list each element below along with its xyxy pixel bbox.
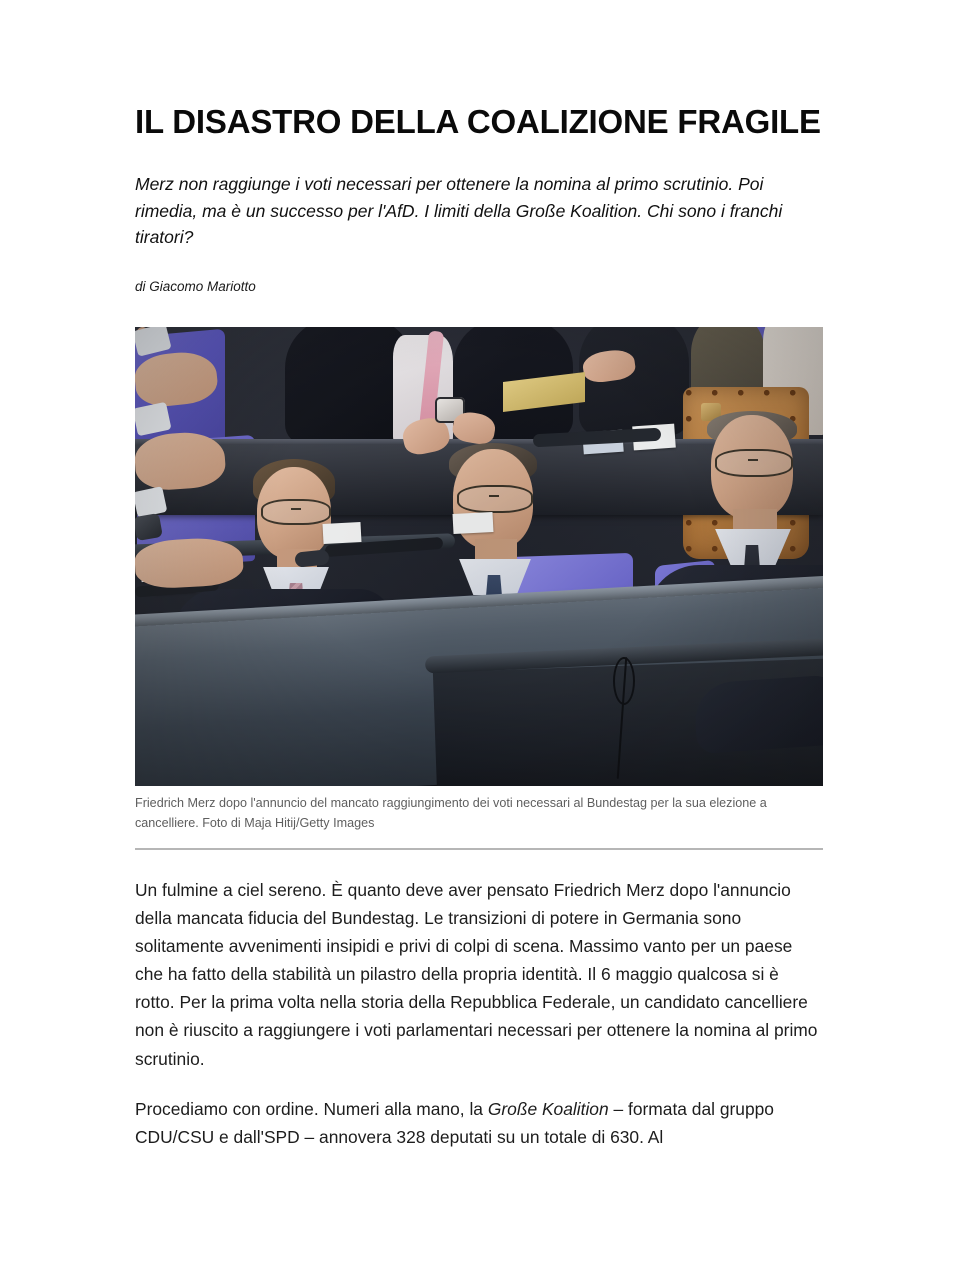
figure-caption: Friedrich Merz dopo l'annuncio del mancato raggiungimento dei voti necessari al Bundestag per la sua elezione a cancelliere. Foto di Maja Hitij/Getty Images — [135, 795, 767, 830]
article-byline: di Giacomo Mariotto — [135, 278, 256, 294]
eyeglasses-icon — [457, 485, 533, 513]
desk-paper — [323, 522, 362, 544]
article — [135, 0, 825, 1151]
eyeglasses-bridge — [748, 459, 758, 461]
wristwatch-icon — [135, 513, 163, 541]
article-figure — [135, 294, 823, 834]
paragraph — [135, 876, 823, 1073]
paragraph — [135, 1095, 823, 1151]
text-run: Un fulmine a ciel sereno. È quanto deve aver pensato Friedrich Merz dopo l'annuncio della mancata fiducia del Bundestag. Le transizioni di potere in Germania sono solitamente avvenimenti insipidi e privi di colpi di scena. Massimo vanto per un paese che ha fatto della stabilità un pilastro della propria identità. Il 6 maggio qualcosa si è rotto. Per la prima volta nella storia della Repubblica Federale, un candidato cancelliere non è riuscito a raggiungere i voti parlamentari necessari per ottenere la nomina al primo scrutinio. — [135, 879, 818, 1069]
text-run: Procediamo con ordine. Numeri alla mano, la — [135, 1098, 488, 1119]
eyeglasses-icon — [261, 499, 331, 525]
eyeglasses-icon — [715, 449, 793, 477]
desk-paper — [453, 512, 494, 534]
article-body — [135, 850, 825, 1152]
article-photo — [135, 327, 823, 786]
eyeglasses-bridge — [489, 495, 499, 497]
page-title: IL DISASTRO DELLA COALIZIONE FRAGILE — [135, 103, 821, 140]
emphasis-text: Große Koalition — [487, 1098, 609, 1119]
article-subtitle: Merz non raggiunge i voti necessari per ottenere la nomina al primo scrutinio. Poi rimedia, ma è un successo per l'AfD. I limiti della Große Koalition. Chi sono i franchi tiratori? — [135, 173, 783, 248]
text-run: – formata dal gruppo CDU/CSU e dall'SPD – annovera 328 deputati su un totale di 630. Al — [135, 1098, 774, 1148]
eyeglasses-bridge — [291, 508, 301, 510]
